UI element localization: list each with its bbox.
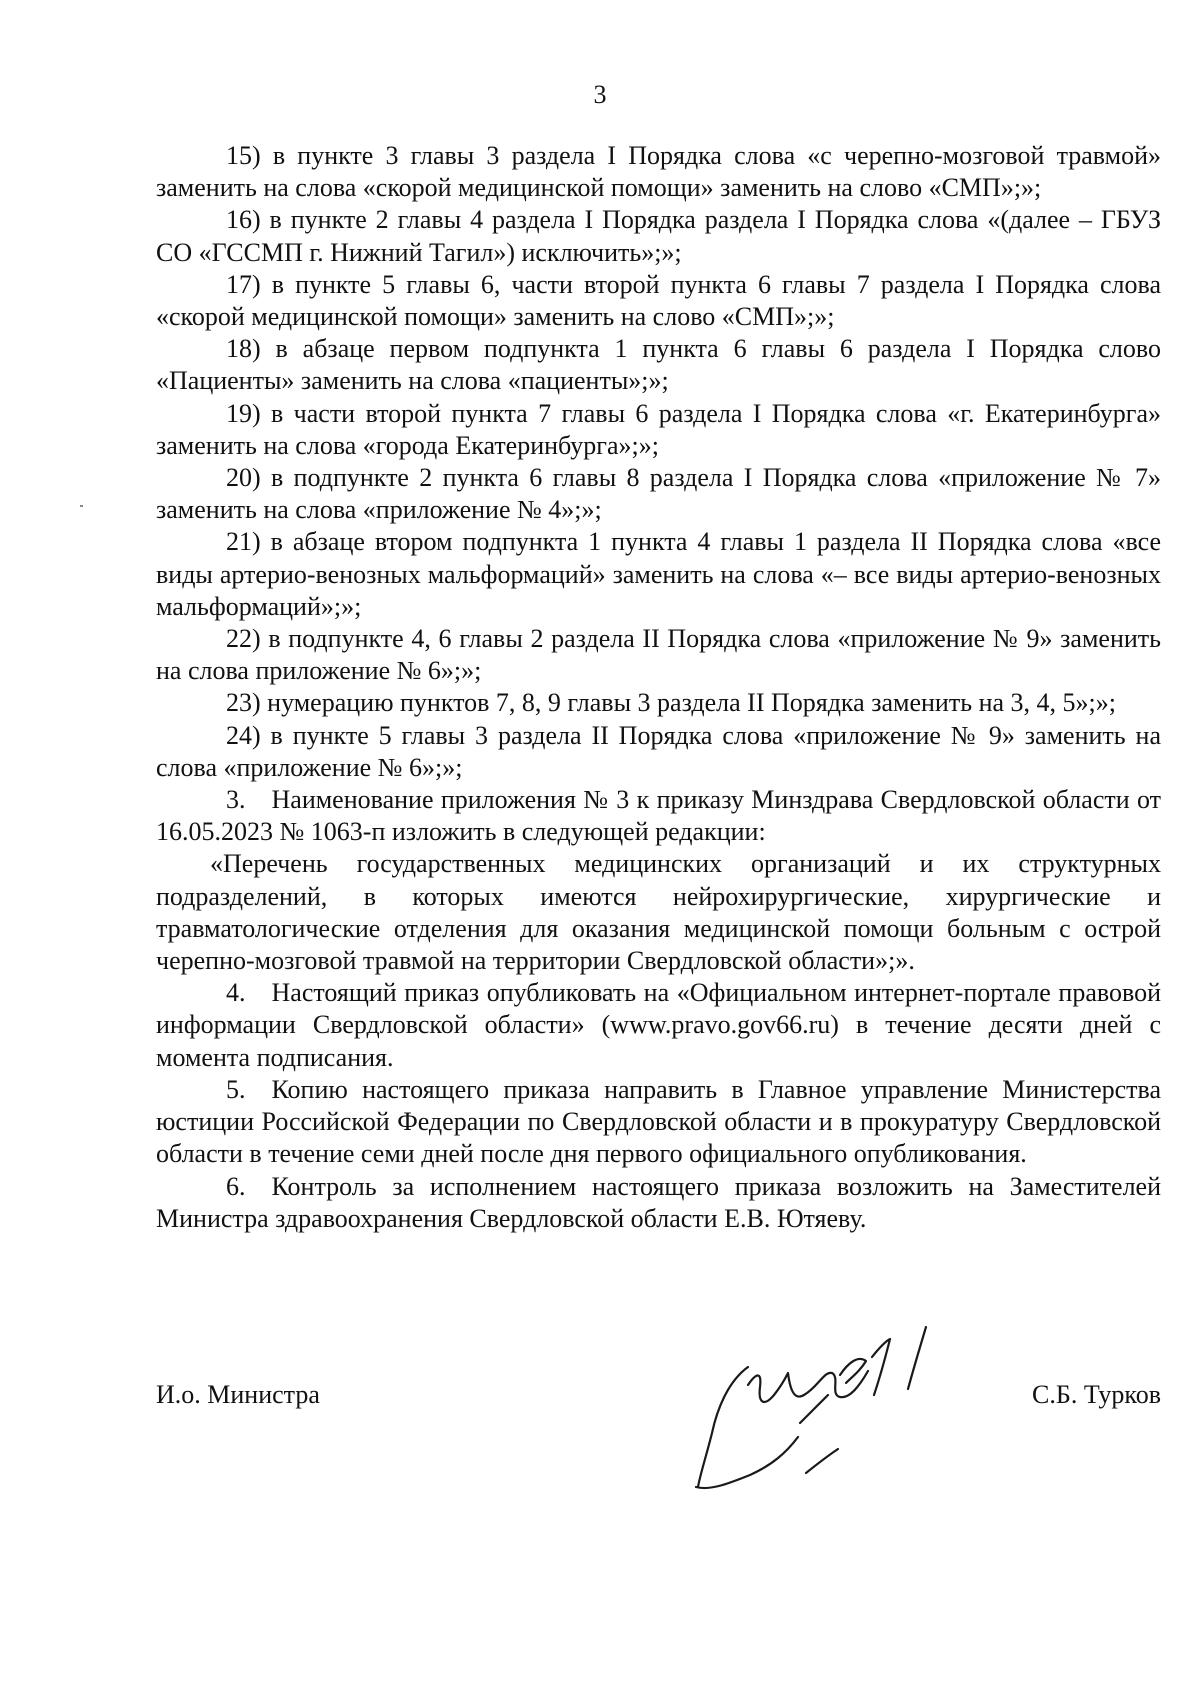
signer-name: С.Б. Турков <box>1032 1380 1161 1409</box>
paragraph-item-16: 16) в пункте 2 главы 4 раздела I Порядка раздела I Порядка слова «(далее – ГБУЗ СО «ГССМП г. Нижний Тагил») исключить»;»; <box>156 205 1161 267</box>
paragraph-item-19: 19) в части второй пункта 7 главы 6 раздела I Порядка слова «г. Екатеринбурга» заменить на слова «города Екатеринбурга»;»; <box>156 398 1161 460</box>
signature-block <box>156 1380 1161 1420</box>
paragraph-section-3: 3. Наименование приложения № 3 к приказу Минздрава Свердловской области от 16.05.2023 № 1063-п изложить в следующей редакции: <box>156 785 1161 847</box>
paragraph-item-24: 24) в пункте 5 главы 3 раздела II Порядка слова «приложение № 9» заменить на слова «приложение № 6»;»; <box>156 720 1161 782</box>
page-number: 3 <box>593 80 607 109</box>
paragraph-section-4: 4. Настоящий приказ опубликовать на «Официальном интернет-портале правовой информации Свердловской области» (www.pravo.gov66.ru) в течение десяти дней с момента подписания. <box>156 978 1161 1072</box>
paragraph-item-18: 18) в абзаце первом подпункта 1 пункта 6 главы 6 раздела I Порядка слово «Пациенты» заменить на слова «пациенты»;»; <box>156 334 1161 396</box>
paragraph-item-21: 21) в абзаце втором подпункта 1 пункта 4 главы 1 раздела II Порядка слова «все виды артерио-венозных мальформаций» заменить на слова «– все виды артерио-венозных мальформаций»;»; <box>156 527 1161 621</box>
paragraph-item-22: 22) в подпункте 4, 6 главы 2 раздела II Порядка слова «приложение № 9» заменить на слова приложение № 6»;»; <box>156 624 1161 686</box>
paragraph-item-17: 17) в пункте 5 главы 6, части второй пункта 6 главы 7 раздела I Порядка слова «скорой медицинской помощи» заменить на слово «СМП»;»; <box>156 269 1161 332</box>
scan-speck <box>80 505 83 507</box>
paragraph-section-6: 6. Контроль за исполнением настоящего приказа возложить на Заместителей Министра здравоохранения Свердловской области Е.В. Ютяеву. <box>156 1171 1161 1233</box>
paragraph-item-23: 23) нумерацию пунктов 7, 8, 9 главы 3 раздела II Порядка заменить на 3, 4, 5»;»; <box>226 688 1116 718</box>
handwritten-signature <box>690 1325 990 1505</box>
paragraph-section-5: 5. Копию настоящего приказа направить в Главное управление Министерства юстиции Российской Федерации по Свердловской области и в прокуратуру Свердловской области в течение семи дней после дня первого официального опубликования. <box>156 1074 1161 1169</box>
document-body <box>156 140 1161 1235</box>
paragraph-item-20: 20) в подпункте 2 пункта 6 главы 8 раздела I Порядка слова «приложение № 7» заменить на слова «приложение № 4»;»; <box>156 463 1161 525</box>
paragraph-item-15: 15) в пункте 3 главы 3 раздела I Порядка слова «с черепно-мозговой травмой» заменить на слова «скорой медицинской помощи» заменить на слово «СМП»;»; <box>156 141 1161 203</box>
paragraph-quoted-title: «Перечень государственных медицинских организаций и их структурных подразделений, в которых имеются нейрохирургические, хирургические и травматологические отделения для оказания медицинской помощи больным с острой черепно-мозговой травмой на территории Свердловской области»;». <box>156 849 1161 976</box>
signer-position: И.о. Министра <box>156 1380 320 1409</box>
